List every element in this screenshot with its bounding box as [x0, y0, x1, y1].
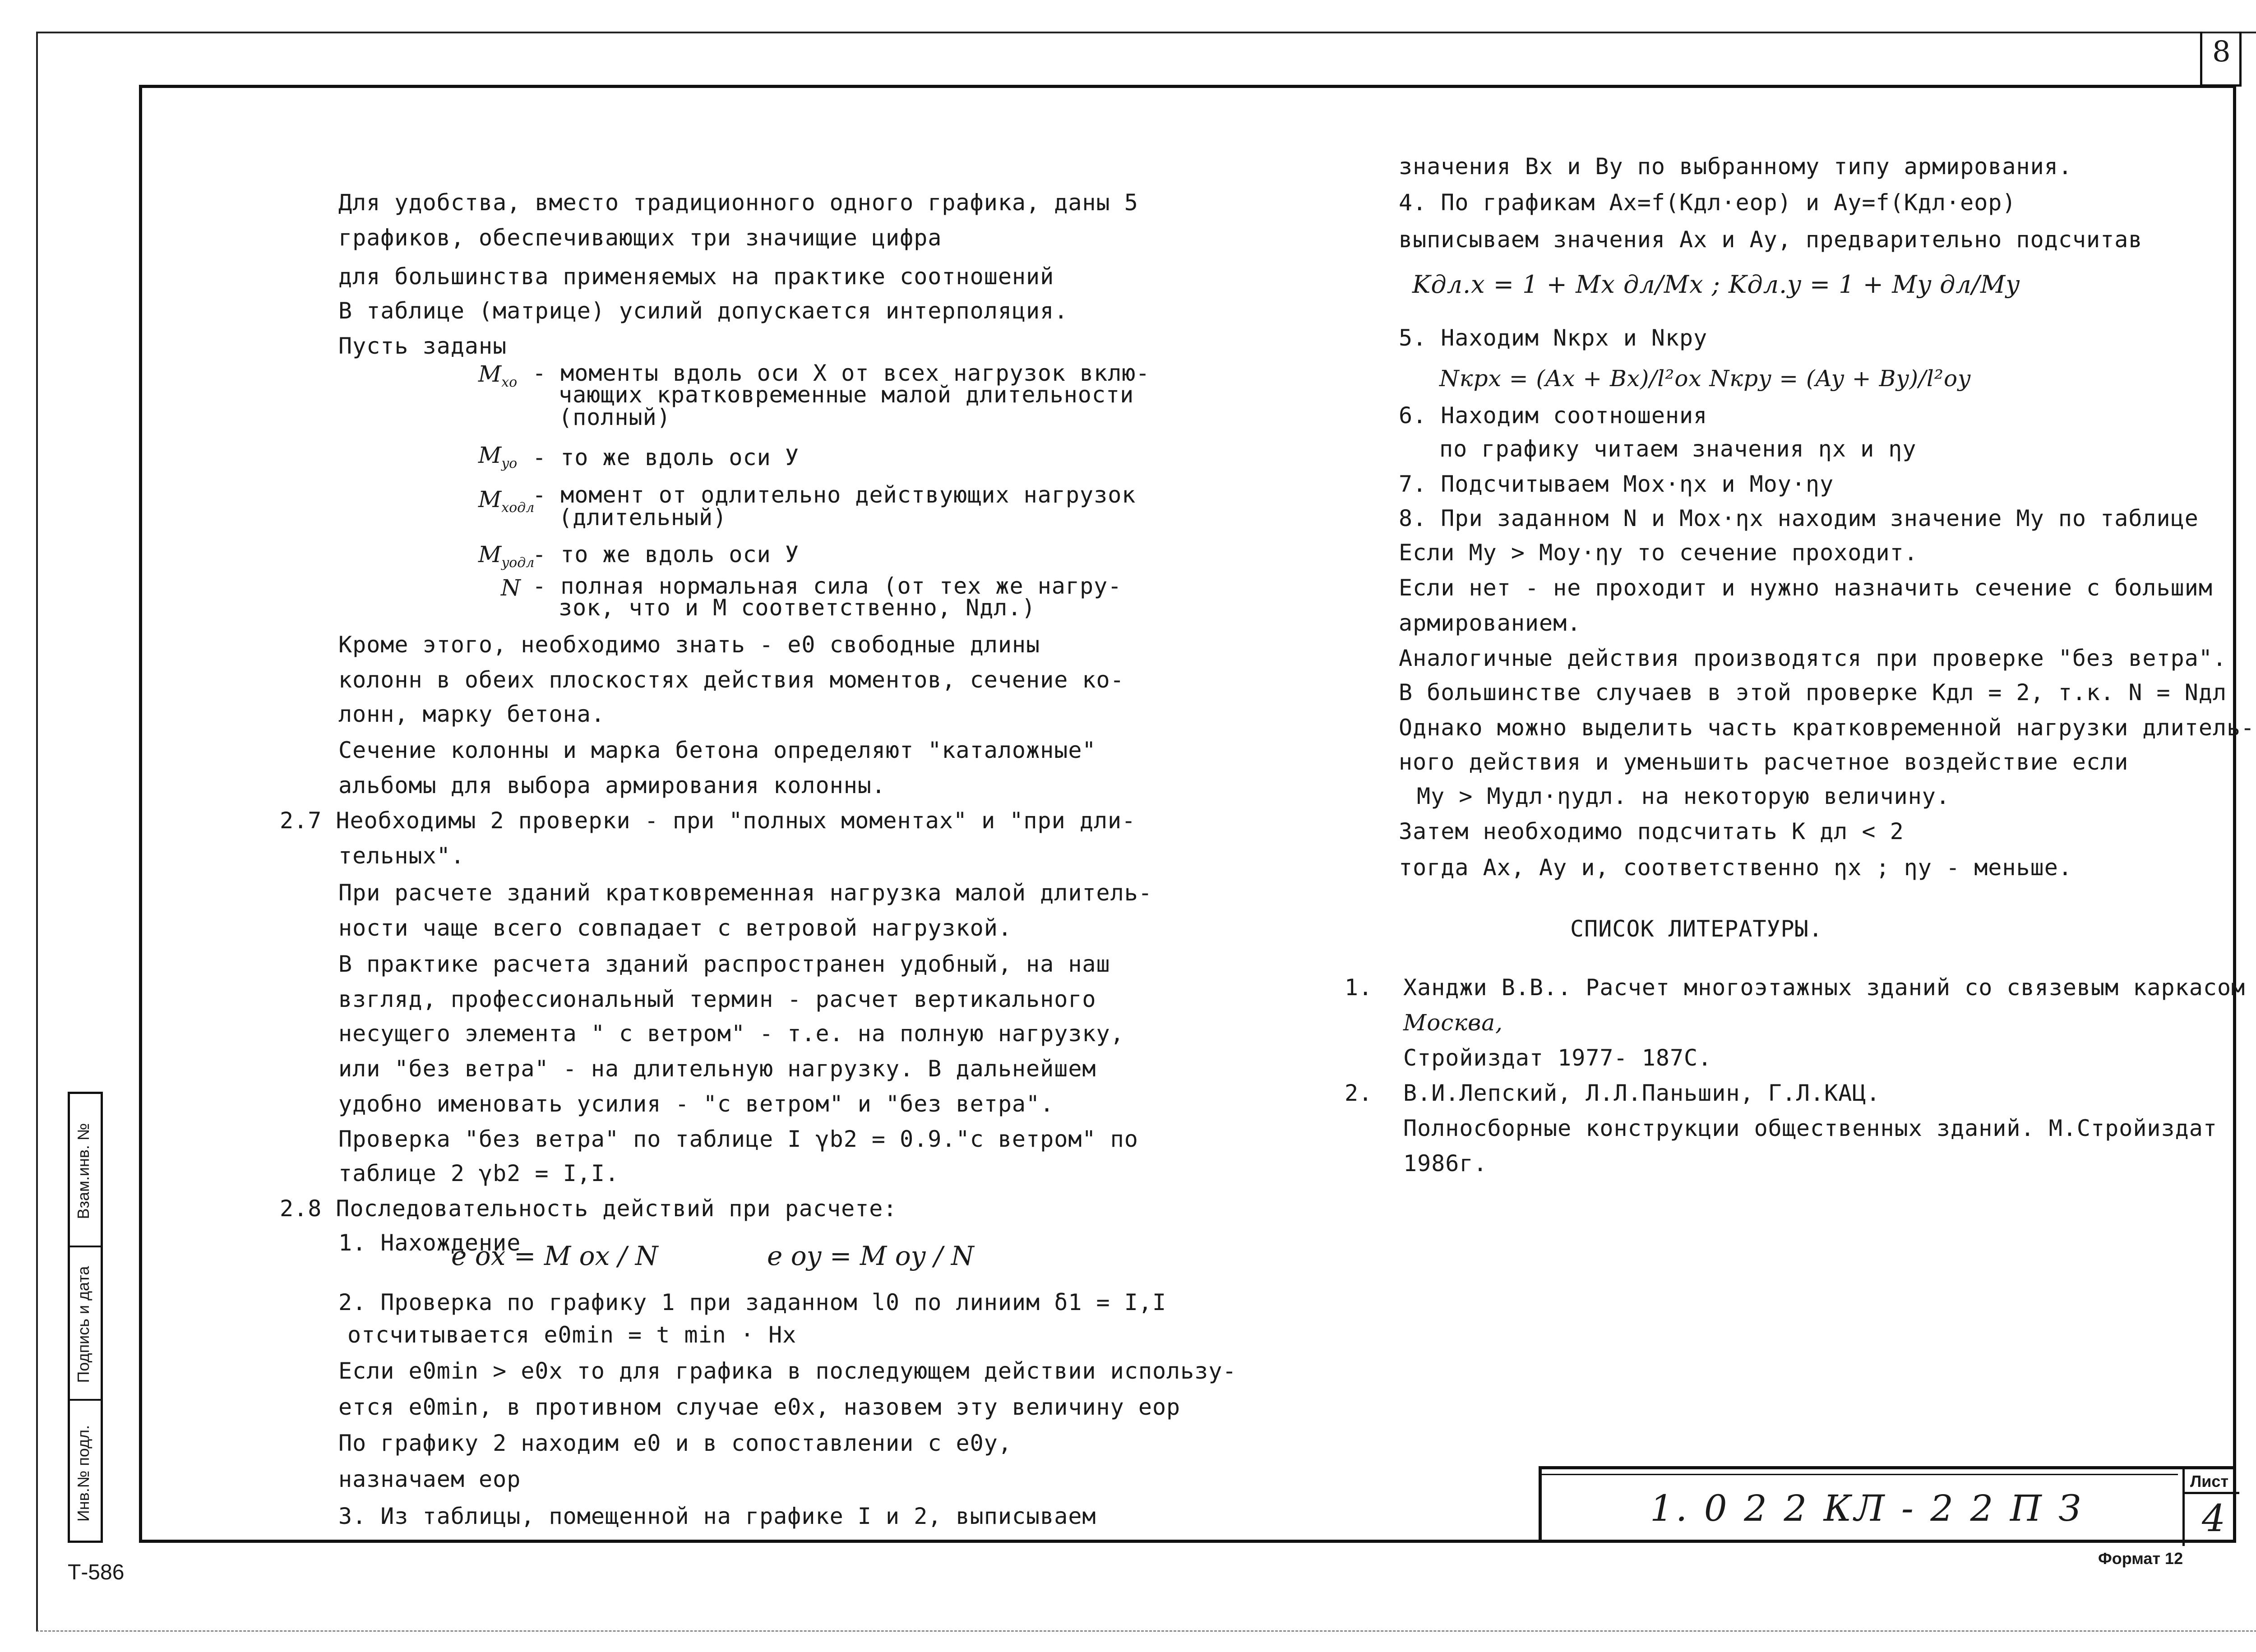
text-line: Если нет - не проходит и нужно назначить сечение с большим: [1399, 575, 2213, 601]
text-line: Для удобства, вместо традиционного одного графика, даны 5: [338, 189, 1138, 216]
text-line: (полный): [559, 404, 671, 430]
text-line: или "без ветра" - на длительную нагрузку. В дальнейшем: [338, 1056, 1096, 1082]
symbol-mxo: $M_{xo}$: [478, 361, 518, 390]
text-line: (длительный): [559, 504, 727, 531]
reference-num: 2.: [1345, 1080, 1373, 1106]
title-block: [1539, 1466, 2236, 1543]
sheet-number: 4: [2202, 1497, 2226, 1540]
text-line: По графику 2 находим e0 и в сопоставлении с e0y,: [338, 1430, 1012, 1456]
formula-kdl: Kдл.x = 1 + Mx дл/Mx ; Kдл.y = 1 + My дл/My: [1412, 270, 2020, 299]
page-number-box: [2200, 32, 2242, 87]
text-line: ного действия и уменьшить расчетное воздействие если: [1399, 749, 2129, 775]
text-line: При расчете зданий кратковременная нагрузка малой длитель-: [338, 880, 1152, 906]
text-line: В большинстве случаев в этой проверке Kдл = 2, т.к. N = Nдл: [1399, 679, 2227, 706]
right-column: [1345, 149, 2255, 1232]
formula-eoy: e oy = M oy / N: [767, 1241, 974, 1271]
text-line: В практике расчета зданий распространен удобный, на наш: [338, 951, 1110, 977]
symbol-myodl: $M_{yoдл}$: [478, 541, 535, 571]
formula-nkr: Nкрx = (Ax + Bx)/l²ox Nкрy = (Ay + By)/l²oy: [1439, 365, 1971, 392]
text-line: 1. Нахождение: [338, 1230, 521, 1256]
text-line: лонн, марку бетона.: [338, 701, 605, 727]
text-line: 8. При заданном N и Mox·ηx находим значение My по таблице: [1399, 505, 2199, 531]
text-line: Проверка "без ветра" по таблице I γb2 = 0.9."с ветром" по: [338, 1126, 1138, 1152]
text-line: 2.7 Необходимы 2 проверки - при "полных моментах" и "при дли-: [280, 808, 1136, 834]
text-line: отсчитывается e0min = t min · Hx: [347, 1322, 797, 1348]
reference-line: Москва,: [1403, 1010, 1503, 1036]
text-line: 5. Находим Nкрx и Nкрy: [1399, 325, 1708, 351]
reference-line: В.И.Лепский, Л.Л.Паньшин, Г.Л.КАЦ.: [1403, 1080, 1881, 1106]
reference-line: Полносборные конструкции общественных зданий. М.Стройиздат: [1403, 1115, 2217, 1141]
text-line: - то же вдоль оси У: [532, 444, 799, 471]
text-line: тогда Ax, Ay и, соответственно ηx ; ηy - меньше.: [1399, 854, 2072, 881]
text-line: таблице 2 γb2 = I,I.: [338, 1160, 619, 1186]
text-line: В таблице (матрице) усилий допускается интерполяция.: [338, 298, 1068, 324]
text-line: чающих кратковременные малой длительности: [559, 382, 1134, 408]
text-line: 6. Находим соотношения: [1399, 402, 1708, 429]
text-line: Сечение колонны и марка бетона определяют "каталожные": [338, 737, 1096, 763]
text-line: ности чаще всего совпадает с ветровой нагрузкой.: [338, 915, 1012, 941]
text-line: графиков, обеспечивающих три значищие цифра: [338, 225, 942, 251]
bottom-left-code: Т-586: [68, 1560, 125, 1584]
text-line: выписываем значения Ax и Ay, предварительно подсчитав: [1399, 226, 2143, 253]
text-line: - моменты вдоль оси X от всех нагрузок вклю-: [532, 360, 1150, 386]
document-code: 1. 0 2 2 КЛ - 2 2 П З: [1650, 1487, 2084, 1529]
text-line: Аналогичные действия производятся при проверке "без ветра".: [1399, 645, 2227, 671]
symbol-myo: $M_{yo}$: [478, 442, 518, 471]
text-line: - полная нормальная сила (от тех же нагру-: [532, 573, 1122, 599]
text-line: Пусть заданы: [338, 333, 507, 359]
text-line: Если e0min > e0x то для графика в последующем действии использу-: [338, 1358, 1237, 1384]
sign-date-label: Подпись и дата: [74, 1266, 92, 1383]
text-line: несущего элемента " с ветром" - т.е. на полную нагрузку,: [338, 1020, 1124, 1047]
text-line: значения Вx и Вy по выбранному типу армирования.: [1399, 153, 2072, 180]
text-line: альбомы для выбора армирования колонны.: [338, 772, 886, 798]
inv-no-label: Инв.№ подл.: [74, 1425, 92, 1522]
reference-line: 1986г.: [1403, 1150, 1488, 1177]
reference-line: Стройиздат 1977- 187С.: [1403, 1045, 1712, 1071]
text-line: Кроме этого, необходимо знать - e0 свободные длины: [338, 632, 1040, 658]
text-line: My > Myдл·ηyдл. на некоторую величину.: [1417, 783, 1950, 809]
text-line: взгляд, профессиональный термин - расчет вертикального: [338, 986, 1096, 1012]
text-line: Однако можно выделить часть кратковременной нагрузки длитель-: [1399, 715, 2255, 741]
text-line: по графику читаем значения ηx и ηy: [1439, 436, 1917, 462]
text-line: удобно именовать усилия - "с ветром" и "без ветра".: [338, 1091, 1054, 1117]
side-stamp: [68, 1092, 103, 1543]
symbol-mxodl: $M_{xoдл}$: [478, 486, 535, 516]
formula-eox: e ox = M ox / N: [451, 1241, 658, 1271]
vzam-label: Взам.инв. №: [74, 1123, 92, 1219]
text-line: 4. По графикам Ax=f(Kдл·eop) и Ay=f(Kдл·eop): [1399, 189, 2016, 216]
references-title: СПИСОК ЛИТЕРАТУРЫ.: [1570, 916, 1823, 942]
symbol-n: N: [501, 575, 521, 601]
reference-line: Ханджи В.В.. Расчет многоэтажных зданий со связевым каркасом: [1403, 974, 2246, 1001]
text-line: Если My > Moy·ηy то сечение проходит.: [1399, 540, 1918, 566]
text-line: 2.8 Последовательность действий при расчете:: [280, 1195, 897, 1222]
text-line: 3. Из таблицы, помещенной на графике I и 2, выписываем: [338, 1503, 1096, 1529]
sheet-label: Лист: [2190, 1472, 2229, 1490]
sheet-box: [2182, 1469, 2239, 1546]
reference-num: 1.: [1345, 974, 1373, 1001]
text-line: - момент от одлительно действующих нагрузок: [532, 482, 1136, 508]
left-column: [280, 185, 1237, 1538]
text-line: для большинства применяемых на практике соотношений: [338, 263, 1054, 290]
text-line: 2. Проверка по графику 1 при заданном l0 по линиим δ1 = I,I: [338, 1289, 1167, 1315]
text-line: назначаем eop: [338, 1466, 521, 1492]
text-line: тельных".: [338, 843, 465, 869]
text-line: армированием.: [1399, 610, 1581, 636]
text-line: - то же вдоль оси У: [532, 541, 799, 568]
text-line: ется e0min, в противном случае e0x, назовем эту величину eop: [338, 1394, 1181, 1420]
page-number: 8: [2212, 35, 2231, 69]
text-line: зок, что и М соответственно, Nдл.): [559, 595, 1036, 621]
format-label: Формат 12: [2098, 1549, 2183, 1568]
text-line: Затем необходимо подсчитать K дл < 2: [1399, 818, 1904, 844]
text-line: колонн в обеих плоскостях действия моментов, сечение ко-: [338, 667, 1124, 693]
text-line: 7. Подсчитываем Mox·ηx и Moy·ηy: [1399, 471, 1834, 497]
